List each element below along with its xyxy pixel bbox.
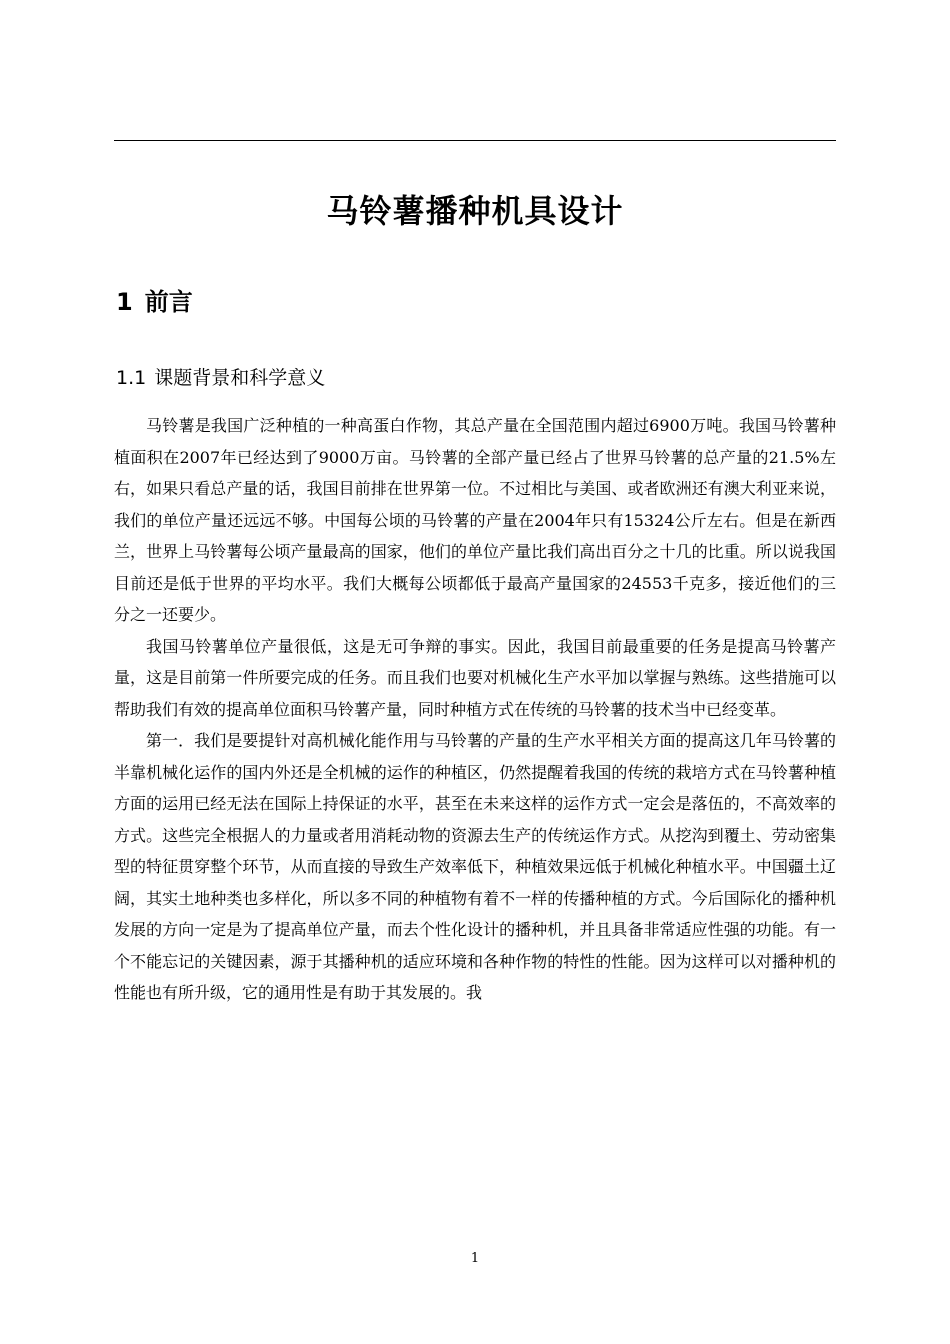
page-number: 1: [470, 1251, 480, 1266]
subsection-heading: [116, 362, 325, 394]
paragraph: 第一．我们是要提针对高机械化能作用与马铃薯的产量的生产水平相关方面的提高这几年马铃薯的半靠机械化运作的国内外还是全机械的运作的种植区，仍然提醒着我国的传统的栽培方式在马铃薯种植方面的运用已经无法在国际上持保证的水平，甚至在未来这样的运作方式一定会是落伍的，不高效率的方式。这些完全根据人的力量或者用消耗动物的资源去生产的传统运作方式。从挖沟到覆土、劳动密集型的特征贯穿整个环节，从而直接的导致生产效率低下，种植效果远低于机械化种植水平。中国疆土辽阔，其实土地种类也多样化，所以多不同的种植物有着不一样的传播种植的方式。今后国际化的播种机发展的方向一定是为了提高单位产量，而去个性化设计的播种机，并且具备非常适应性强的功能。有一个不能忘记的关键因素，源于其播种机的适应环境和各种作物的特性的性能。因为这样可以对播种机的性能也有所升级，它的通用性是有助于其发展的。我: [114, 731, 836, 1002]
paragraph: 马铃薯是我国广泛种植的一种高蛋白作物，其总产量在全国范围内超过6900万吨。我国马铃薯种植面积在2007年已经达到了9000万亩。马铃薯的全部产量已经占了世界马铃薯的总产量的21.5%左右，如果只看总产量的话，我国目前排在世界第一位。不过相比与美国、或者欧洲还有澳大利亚来说，我们的单位产量还远远不够。中国每公顷的马铃薯的产量在2004年只有15324公斤左右。但是在新西兰，世界上马铃薯每公顷产量最高的国家，他们的单位产量比我们高出百分之十几的比重。所以说我国目前还是低于世界的平均水平。我们大概每公顷都低于最高产量国家的24553千克多，接近他们的三分之一还要少。: [114, 416, 836, 624]
body-text: [114, 410, 836, 1009]
subsection-number: 1.1: [116, 367, 147, 389]
section-heading: [116, 284, 193, 320]
section-number: 1: [116, 288, 133, 316]
header-rule: [114, 140, 836, 141]
document-title: 马铃薯播种机具设计: [326, 192, 624, 230]
subsection-title: 课题背景和科学意义: [154, 367, 326, 389]
paragraph: 我国马铃薯单位产量很低，这是无可争辩的事实。因此，我国目前最重要的任务是提高马铃薯产量，这是目前第一件所要完成的任务。而且我们也要对机械化生产水平加以掌握与熟练。这些措施可以帮助我们有效的提高单位面积马铃薯产量，同时种植方式在传统的马铃薯的技术当中已经变革。: [114, 636, 836, 719]
section-title: 前言: [144, 288, 193, 316]
